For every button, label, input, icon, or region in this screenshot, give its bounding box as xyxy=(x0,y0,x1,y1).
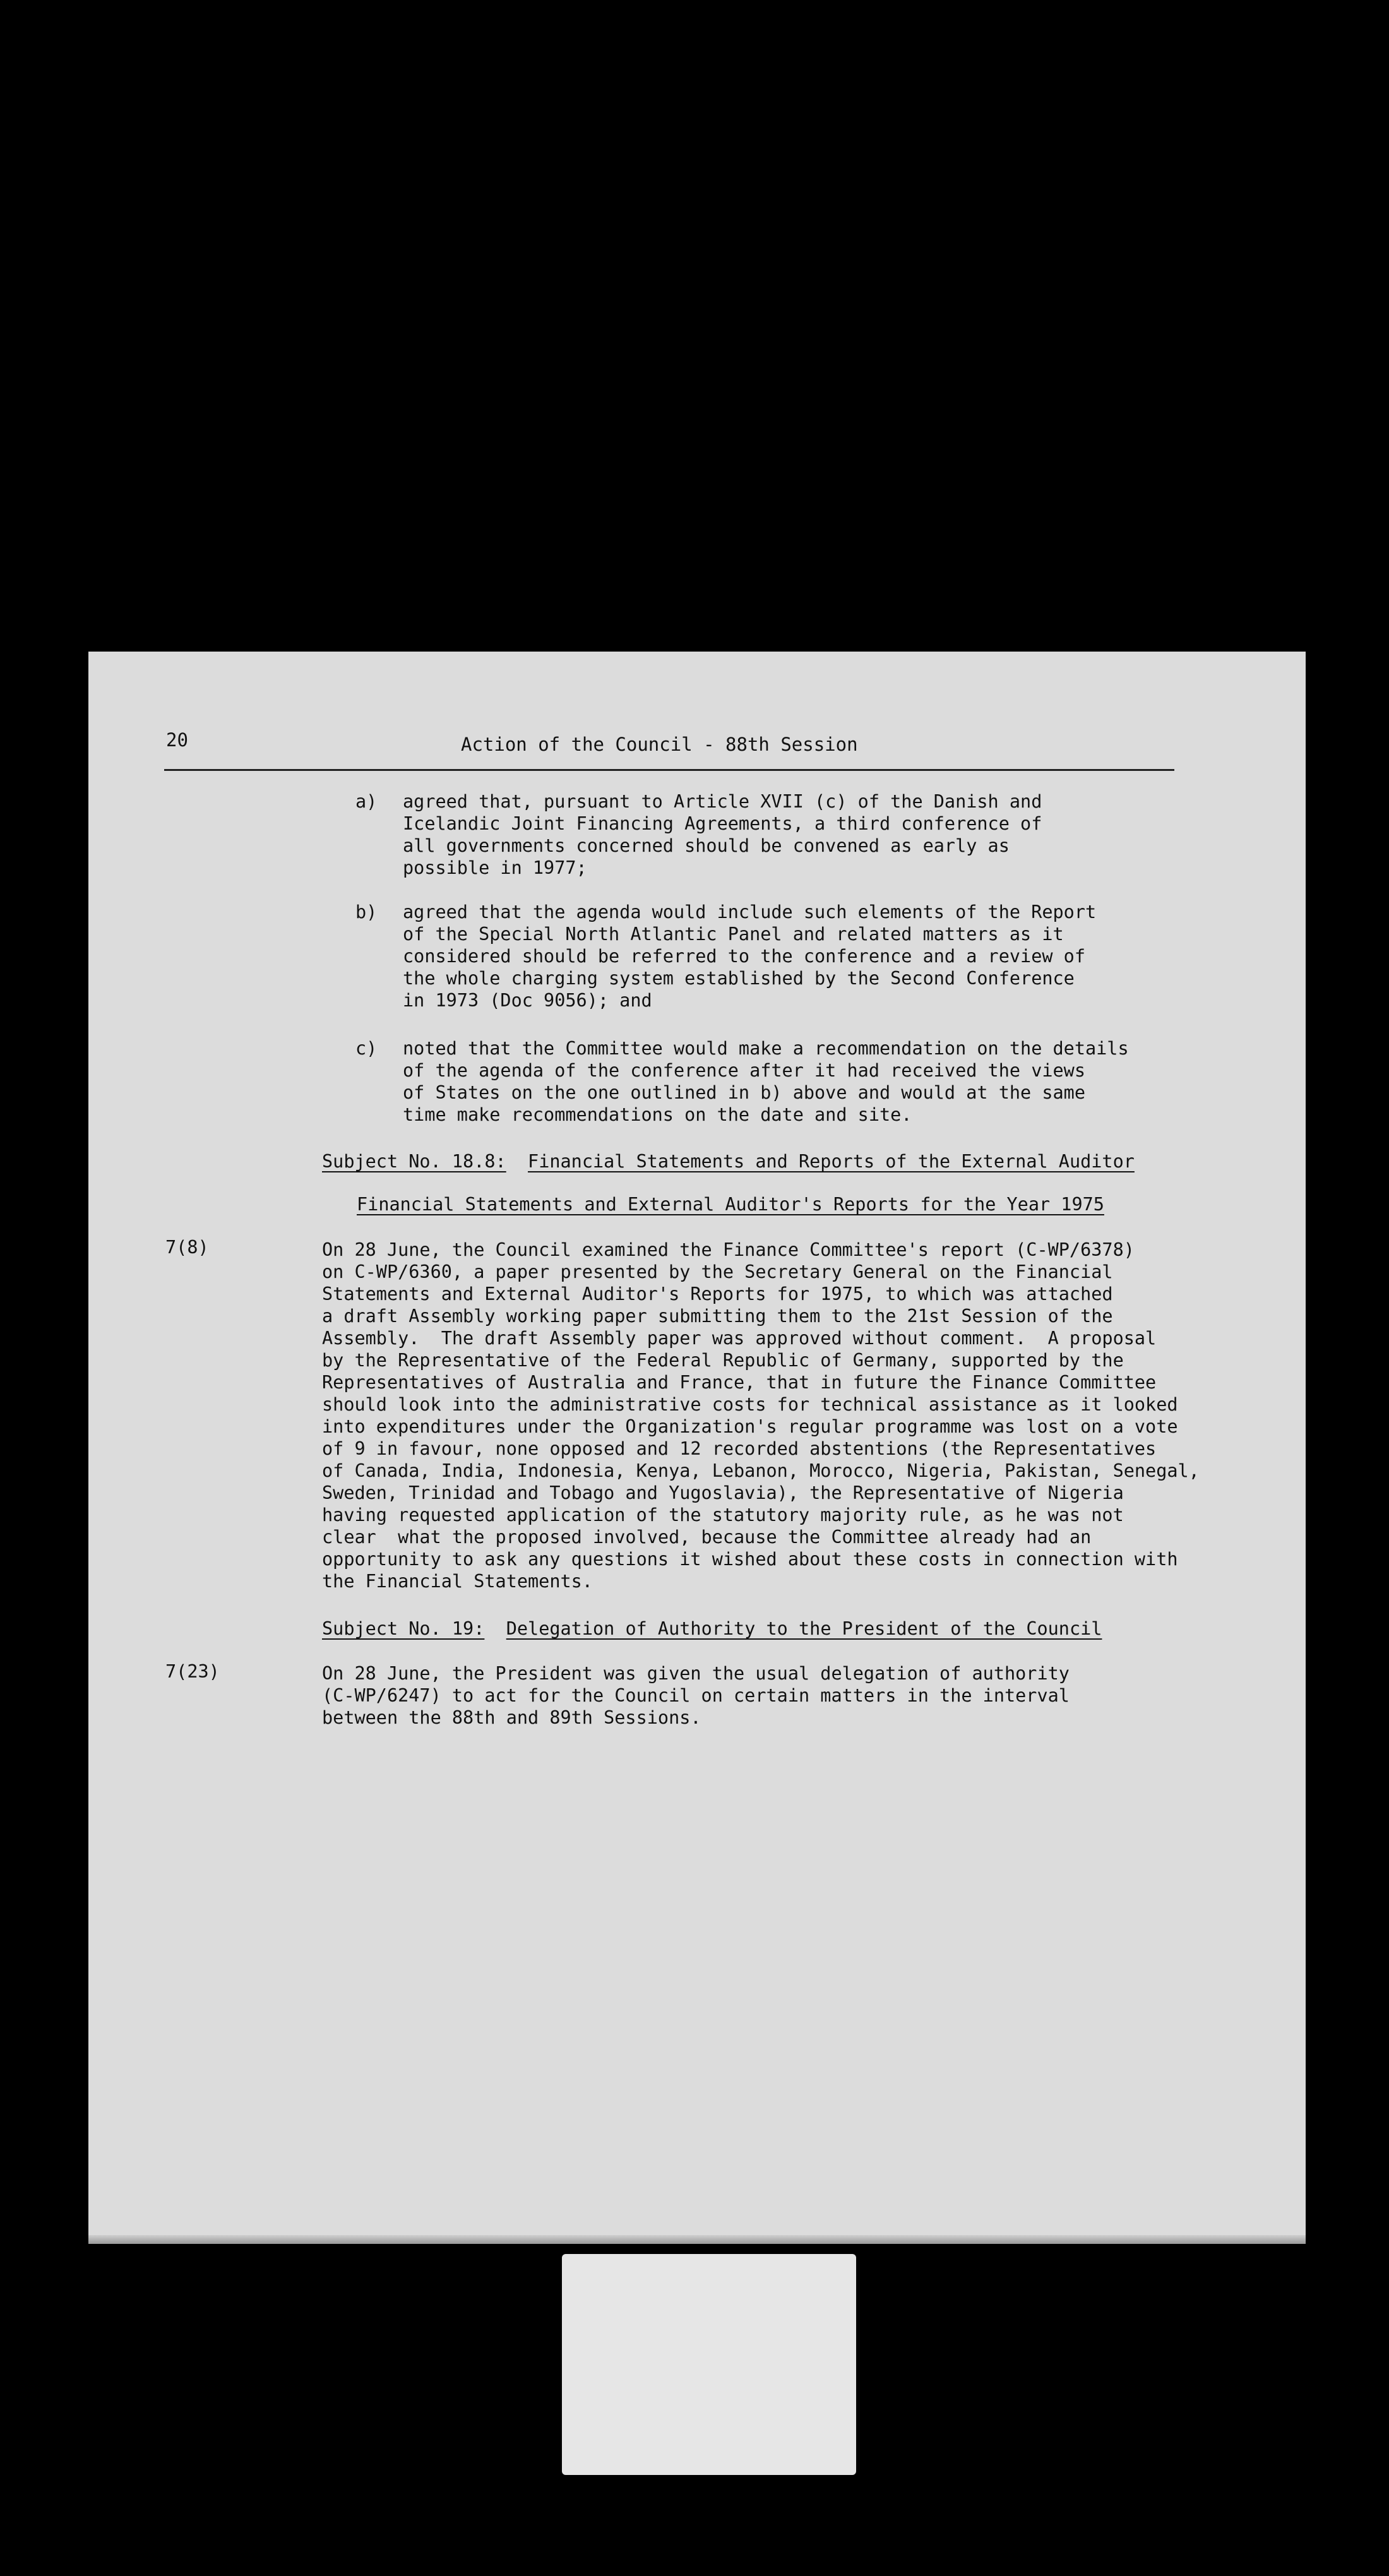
paragraph-line: Representatives of Australia and France, that in future the Finance Committee xyxy=(322,1372,1157,1393)
item-line: Icelandic Joint Financing Agreements, a third conference of xyxy=(403,813,1042,834)
running-head: Action of the Council - 88th Session xyxy=(461,734,858,755)
paper-slip xyxy=(562,2254,856,2475)
paragraph-line: having requested application of the statutory majority rule, as he was not xyxy=(322,1505,1124,1525)
item-line: all governments concerned should be convened as early as xyxy=(403,835,1010,856)
paragraph-line: Assembly. The draft Assembly paper was approved without comment. A proposal xyxy=(322,1328,1157,1349)
item-line: in 1973 (Doc 9056); and xyxy=(403,990,652,1011)
item-b-label: b) xyxy=(355,902,378,922)
paragraph-line: Sweden, Trinidad and Tobago and Yugoslavia), the Representative of Nigeria xyxy=(322,1482,1124,1503)
subject-number: Subject No. 19: xyxy=(322,1618,485,1639)
item-line: possible in 1977; xyxy=(403,857,587,878)
subject-18-8-paragraph xyxy=(322,1239,1200,1592)
paragraph-line: of 9 in favour, none opposed and 12 recorded abstentions (the Representatives xyxy=(322,1438,1157,1459)
paragraph-line: of Canada, India, Indonesia, Kenya, Lebanon, Morocco, Nigeria, Pakistan, Senegal, xyxy=(322,1460,1200,1481)
subject-19-heading xyxy=(322,1618,1102,1640)
item-line: agreed that, pursuant to Article XVII (c) of the Danish and xyxy=(403,791,1042,812)
paragraph-line: clear what the proposed involved, because the Committee already had an xyxy=(322,1527,1092,1547)
paragraph-line: should look into the administrative costs for technical assistance as it looked xyxy=(322,1394,1178,1415)
paragraph-line: opportunity to ask any questions it wished about these costs in connection with xyxy=(322,1549,1178,1570)
subject-number: Subject No. 18.8: xyxy=(322,1151,506,1172)
paragraph-line: on C-WP/6360, a paper presented by the Secretary General on the Financial xyxy=(322,1261,1113,1282)
item-line: time make recommendations on the date and site. xyxy=(403,1104,912,1125)
subject-18-8-subheading: Financial Statements and External Auditor's Reports for the Year 1975 xyxy=(357,1194,1104,1215)
paragraph-line: between the 88th and 89th Sessions. xyxy=(322,1707,701,1728)
page-bottom-edge xyxy=(88,2235,1306,2244)
item-c-text xyxy=(403,1037,1129,1126)
item-b-text xyxy=(403,901,1096,1011)
paragraph-line: (C-WP/6247) to act for the Council on certain matters in the interval xyxy=(322,1685,1070,1706)
item-line: considered should be referred to the conference and a review of xyxy=(403,946,1085,967)
paragraph-ref-7-23: 7(23) xyxy=(165,1661,220,1682)
paragraph-line: On 28 June, the President was given the usual delegation of authority xyxy=(322,1663,1070,1684)
item-line: of the agenda of the conference after it had received the views xyxy=(403,1060,1085,1081)
subject-19-paragraph xyxy=(322,1662,1070,1729)
subject-title: Delegation of Authority to the President of the Council xyxy=(506,1618,1102,1639)
page-number: 20 xyxy=(166,729,188,751)
header-rule xyxy=(164,769,1174,771)
paragraph-line: Statements and External Auditor's Reports for 1975, to which was attached xyxy=(322,1284,1113,1304)
item-line: noted that the Committee would make a recommendation on the details xyxy=(403,1038,1129,1059)
paragraph-line: by the Representative of the Federal Republic of Germany, supported by the xyxy=(322,1350,1124,1371)
item-line: of the Special North Atlantic Panel and related matters as it xyxy=(403,924,1064,945)
item-a-label: a) xyxy=(355,791,378,812)
item-line: agreed that the agenda would include such elements of the Report xyxy=(403,902,1097,922)
item-a-text xyxy=(403,790,1042,879)
paragraph-line: the Financial Statements. xyxy=(322,1571,593,1592)
item-line: of States on the one outlined in b) above and would at the same xyxy=(403,1082,1085,1103)
paragraph-line: On 28 June, the Council examined the Finance Committee's report (C-WP/6378) xyxy=(322,1239,1135,1260)
paragraph-line: a draft Assembly working paper submitting them to the 21st Session of the xyxy=(322,1306,1113,1327)
item-c-label: c) xyxy=(355,1038,378,1059)
subject-18-8-heading xyxy=(322,1150,1135,1172)
item-line: the whole charging system established by the Second Conference xyxy=(403,968,1075,989)
paragraph-ref-7-8: 7(8) xyxy=(165,1237,209,1258)
subject-title: Financial Statements and Reports of the External Auditor xyxy=(528,1151,1135,1172)
paragraph-line: into expenditures under the Organization's regular programme was lost on a vote xyxy=(322,1416,1178,1437)
